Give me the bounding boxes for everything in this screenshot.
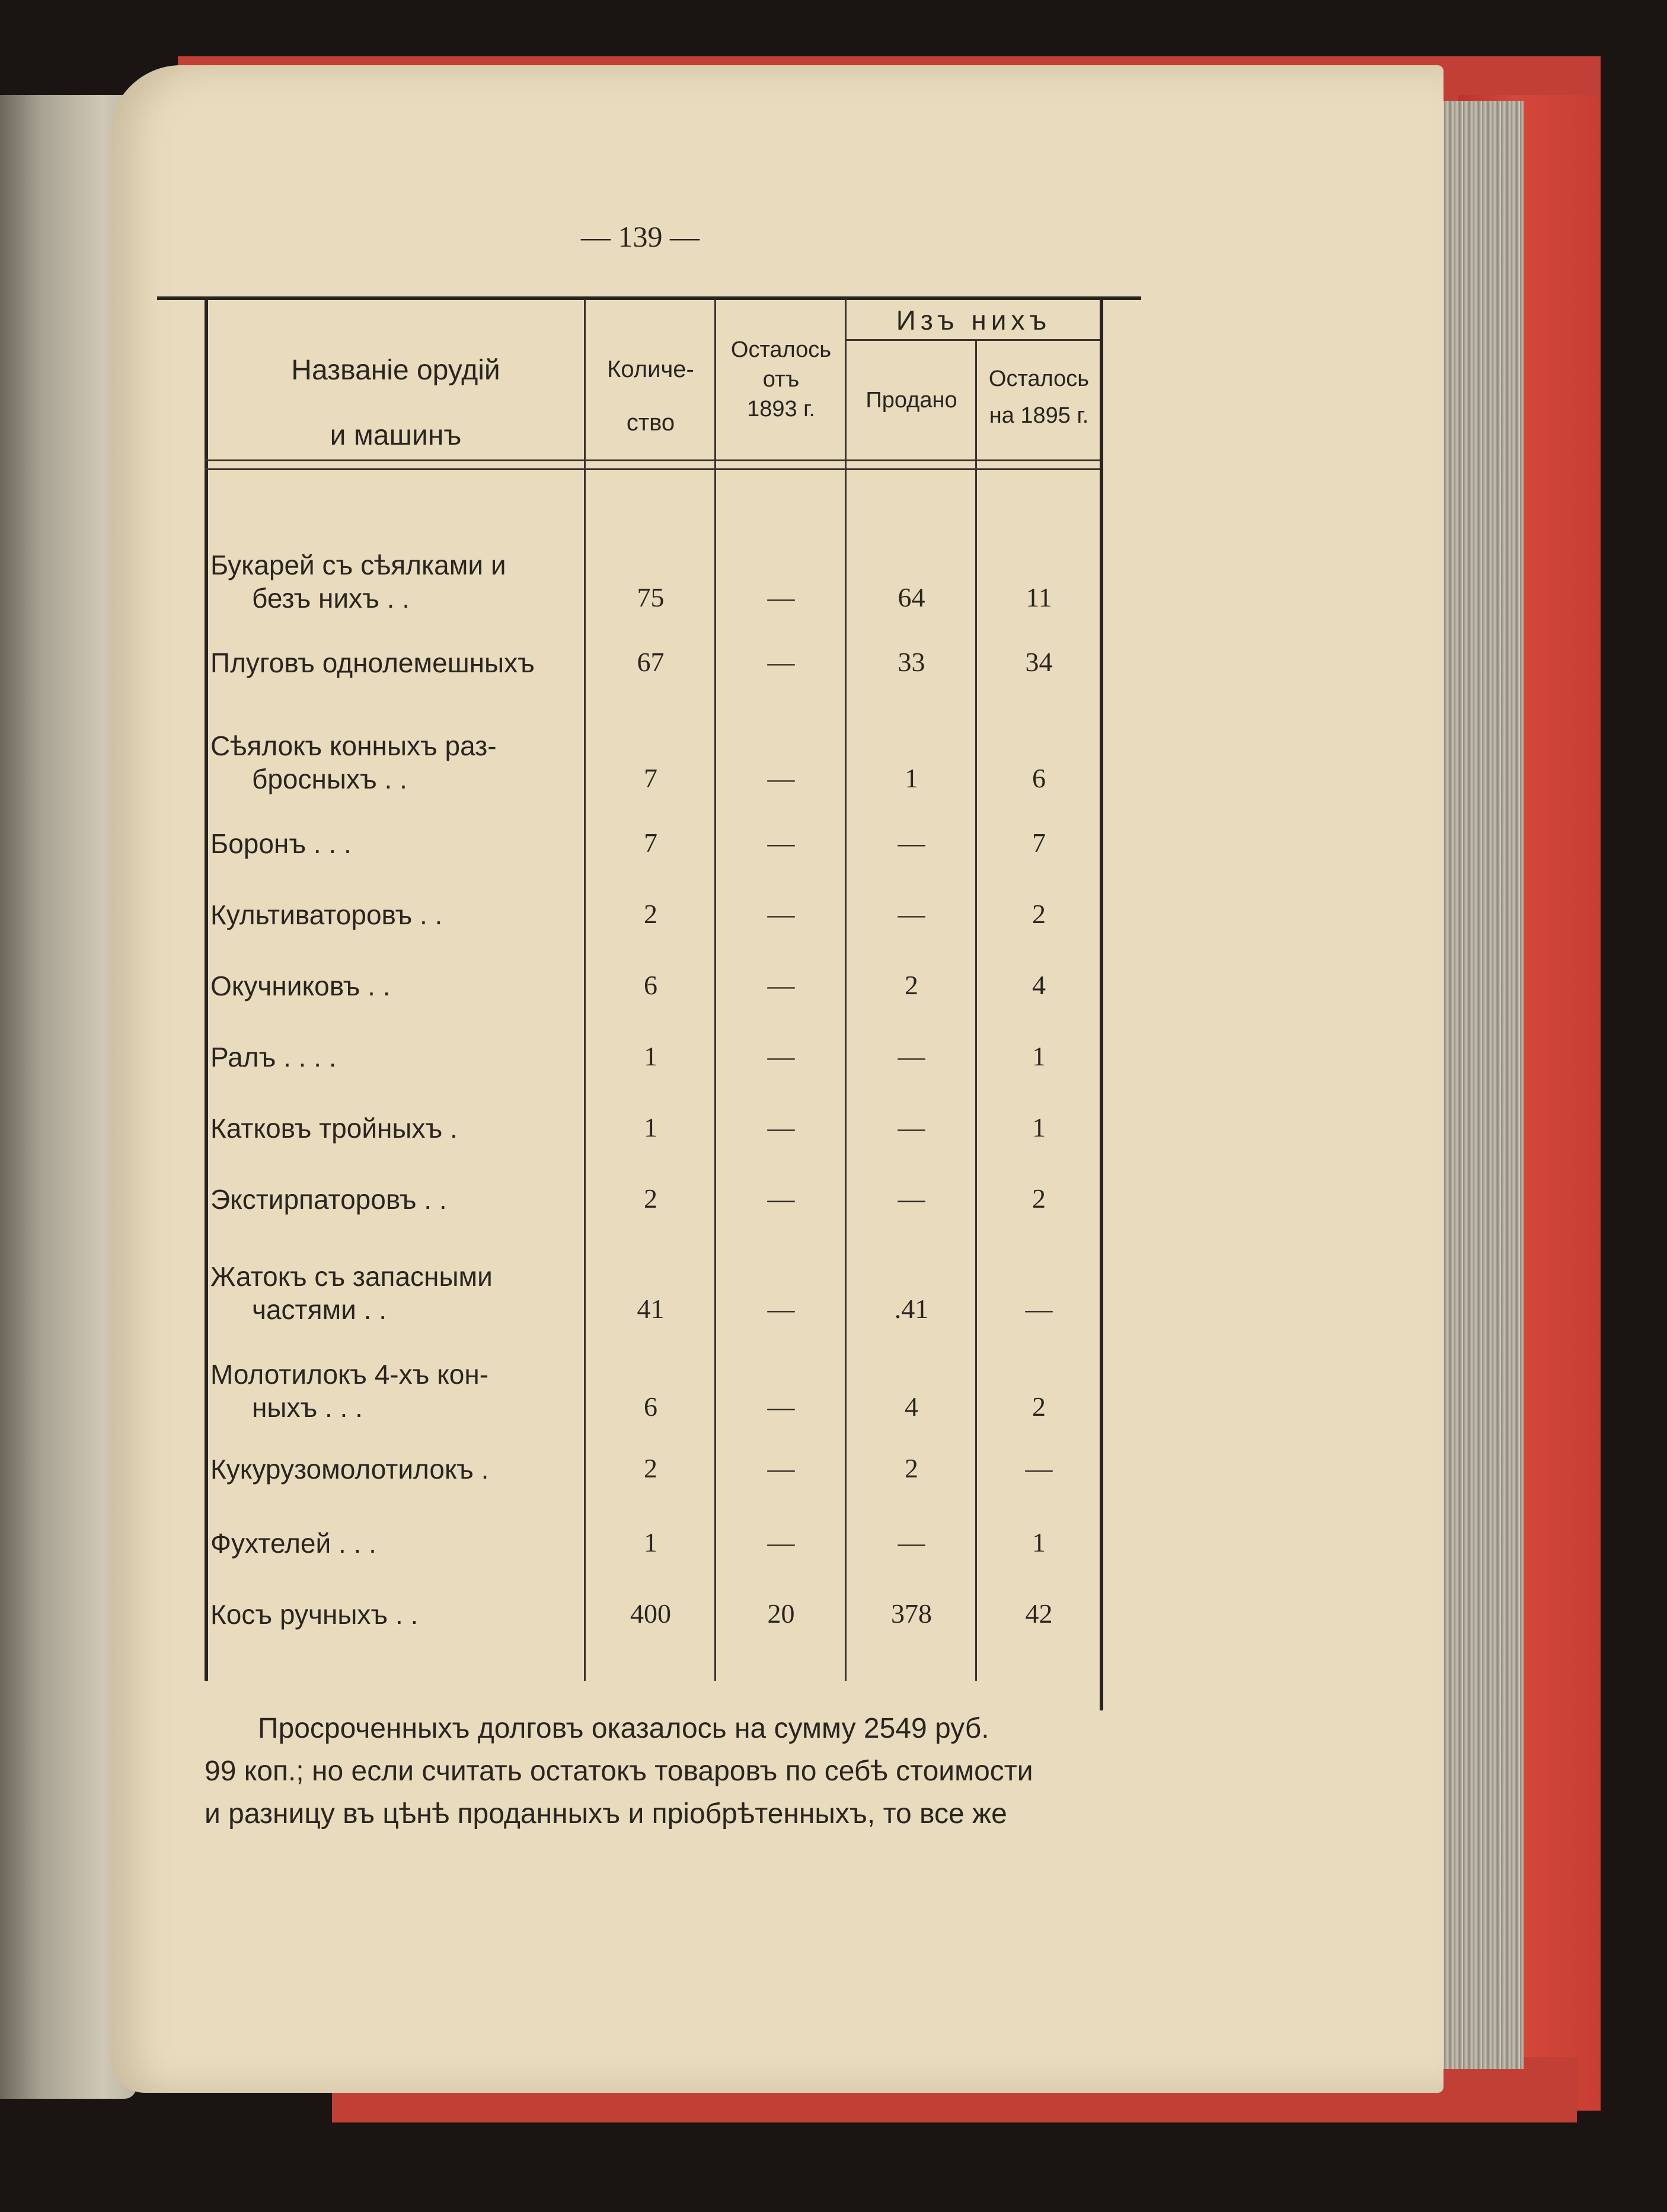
cell-left1895: 34 [1025, 647, 1053, 677]
cell-left1895: 1 [1032, 1112, 1046, 1142]
row-name-line: Катковъ тройныхъ . [210, 1113, 458, 1144]
cell-sold: 64 [898, 582, 925, 612]
cell-sold: 2 [905, 970, 918, 1000]
cell-left1895: — [1025, 1453, 1053, 1483]
table-top-rule [157, 296, 1141, 300]
row-name [210, 1112, 581, 1145]
cell-left1893: — [767, 828, 795, 858]
row-name-line: Плуговъ однолемешныхъ [210, 647, 535, 678]
row-name [210, 1527, 581, 1560]
cell-qty: 1 [644, 1041, 657, 1071]
cell-sold: — [898, 1041, 925, 1071]
row-name [210, 969, 581, 1003]
cell-sold: — [898, 1183, 925, 1214]
cell-qty: 7 [644, 828, 657, 858]
cell-sold: — [898, 1112, 925, 1142]
cell-left1893: — [767, 1391, 795, 1422]
cell-sold: — [898, 828, 925, 858]
row-name-line: Экстирпаторовъ . . [210, 1184, 447, 1215]
cell-qty: 67 [637, 647, 665, 677]
cell-qty: 400 [630, 1598, 671, 1629]
row-name-line: Окучниковъ . . [210, 971, 391, 1001]
row-name-line: безъ нихъ . . [252, 583, 410, 614]
header-sold: Продано [866, 388, 957, 413]
cell-qty: 6 [644, 970, 657, 1000]
cell-left1893: — [767, 1453, 795, 1483]
cell-left1893: — [767, 1294, 795, 1324]
cell-left1895: 4 [1032, 970, 1046, 1000]
page-edges [1435, 101, 1524, 2069]
cell-sold: 2 [905, 1453, 918, 1483]
column-divider [975, 341, 977, 1681]
cell-left1893: — [767, 582, 795, 612]
cell-sold: 1 [905, 763, 918, 793]
cell-left1895: 2 [1032, 1183, 1046, 1214]
row-name [210, 1260, 581, 1326]
cell-left1893: — [767, 1183, 795, 1214]
row-name-line: ныхъ . . . [252, 1392, 363, 1423]
column-divider [584, 299, 586, 1681]
row-name-line: Культиваторовъ . . [210, 899, 443, 930]
cell-left1893: — [767, 1527, 795, 1557]
row-name [210, 1183, 581, 1216]
row-name [210, 898, 581, 931]
column-divider [845, 299, 847, 1681]
cell-sold: 33 [898, 647, 925, 677]
row-name-line: бросныхъ . . [252, 764, 407, 794]
header-quantity: Количе- ство [607, 356, 694, 436]
cell-left1893: — [767, 647, 795, 677]
cell-sold: 4 [905, 1391, 918, 1422]
row-name [210, 729, 581, 796]
header-name: Названіе орудій и машинъ [291, 355, 500, 451]
row-name-line: Фухтелей . . . [210, 1528, 376, 1559]
cell-left1895: 7 [1032, 828, 1046, 858]
cell-left1895: 2 [1032, 899, 1046, 929]
row-name [210, 1040, 581, 1074]
body-paragraph [205, 1707, 1171, 1836]
paragraph-line: и разницу въ цѣнѣ проданныхъ и пріобрѣтенныхъ, то все же [205, 1798, 1007, 1830]
row-name-line: Ралъ . . . . [210, 1042, 337, 1073]
cell-qty: 41 [637, 1294, 665, 1324]
row-name-line: Букарей съ сѣялками и [210, 550, 506, 580]
table-border-left [205, 299, 208, 1681]
header-left-1893: Осталось отъ 1893 г. [730, 337, 832, 422]
row-name [210, 1358, 581, 1424]
cell-qty: 7 [644, 763, 657, 793]
cell-qty: 2 [644, 899, 657, 929]
cell-left1895: — [1025, 1294, 1053, 1324]
row-name [210, 827, 581, 860]
row-name-line: Косъ ручныхъ . . [210, 1599, 419, 1630]
cell-left1893: 20 [767, 1598, 795, 1629]
row-name-line: Сѣялокъ конныхъ раз- [210, 730, 497, 761]
cell-left1895: 2 [1032, 1391, 1046, 1422]
cell-sold: .41 [894, 1294, 929, 1324]
cell-qty: 2 [644, 1183, 657, 1214]
table-border-right [1100, 299, 1103, 1710]
row-name [210, 1598, 581, 1631]
column-divider [714, 299, 716, 1681]
group-header-rule [845, 339, 1100, 341]
cell-left1895: 6 [1032, 763, 1046, 793]
row-name-line: Кукурузомолотилокъ . [210, 1454, 489, 1485]
cell-left1893: — [767, 1112, 795, 1142]
row-name-line: частями . . [252, 1294, 387, 1325]
cell-qty: 75 [637, 582, 665, 612]
row-name [210, 646, 581, 679]
header-rule [205, 468, 1100, 470]
cell-left1895: 1 [1032, 1041, 1046, 1071]
cell-left1893: — [767, 899, 795, 929]
cell-left1895: 1 [1032, 1527, 1046, 1557]
cell-qty: 6 [644, 1391, 657, 1422]
cell-left1893: — [767, 970, 795, 1000]
cell-qty: 1 [644, 1527, 657, 1557]
paragraph-line: Просроченныхъ долговъ оказалось на сумму 2549 руб. [258, 1713, 989, 1744]
cell-left1895: 11 [1026, 582, 1052, 612]
cell-left1893: — [767, 763, 795, 793]
page-number: — 139 — [581, 220, 700, 253]
row-name-line: Молотилокъ 4-хъ кон- [210, 1359, 489, 1390]
row-name [210, 1453, 581, 1486]
cell-sold: 378 [891, 1598, 932, 1629]
row-name-line: Жатокъ съ запасными [210, 1261, 493, 1292]
cell-sold: — [898, 1527, 925, 1557]
cell-qty: 1 [644, 1112, 657, 1142]
row-name [210, 548, 581, 615]
header-left-1895: Осталось на 1895 г. [988, 366, 1090, 428]
cell-qty: 2 [644, 1453, 657, 1483]
cell-left1895: 42 [1025, 1598, 1053, 1629]
cell-sold: — [898, 899, 925, 929]
header-group: Изъ нихъ [896, 305, 1052, 336]
row-name-line: Боронъ . . . [210, 828, 352, 859]
cell-left1893: — [767, 1041, 795, 1071]
paragraph-line: 99 коп.; но если считать остатокъ товаровъ по себѣ стоимости [205, 1755, 1033, 1787]
